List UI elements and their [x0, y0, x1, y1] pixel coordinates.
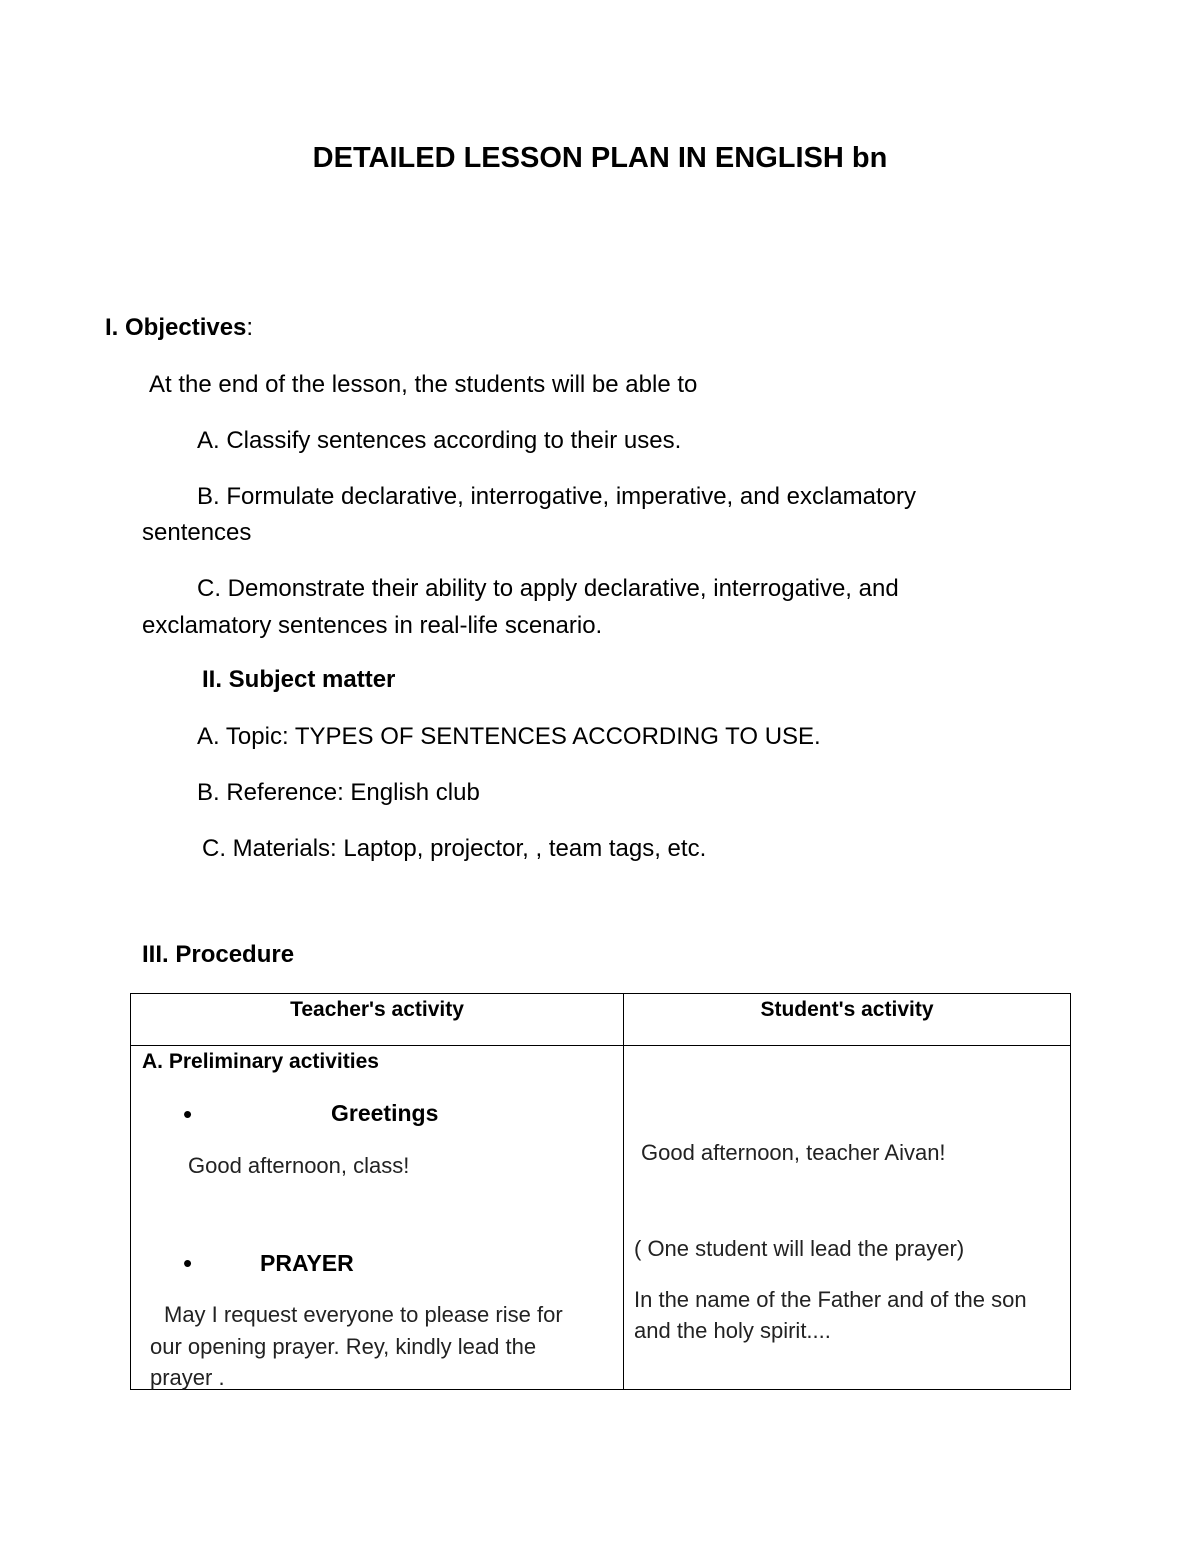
objectives-heading-line	[105, 314, 253, 342]
procedure-table	[130, 993, 1071, 1390]
prayer-heading: PRAYER	[260, 1250, 354, 1276]
student-column-label: Student's activity	[760, 998, 934, 1021]
objective-b-continued: sentences	[142, 519, 252, 546]
teacher-prayer-line-1: May I request everyone to please rise for	[164, 1302, 563, 1327]
teacher-activity-cell	[131, 1046, 624, 1390]
student-greeting-reply: Good afternoon, teacher Aivan!	[641, 1140, 946, 1165]
objective-b: B. Formulate declarative, interrogative, imperative, and exclamatory	[197, 483, 916, 510]
teacher-column-header	[131, 994, 624, 1046]
procedure-heading: III. Procedure	[142, 941, 295, 968]
subject-reference: B. Reference: English club	[197, 779, 480, 806]
procedure-table-header-row	[131, 994, 1071, 1046]
subject-matter-heading: II. Subject matter	[202, 666, 396, 693]
teacher-prayer-line-3: prayer .	[150, 1365, 225, 1390]
subject-materials: C. Materials: Laptop, projector, , team tags, etc.	[202, 835, 707, 862]
objective-c: C. Demonstrate their ability to apply declarative, interrogative, and	[197, 575, 899, 602]
objective-a: A. Classify sentences according to their uses.	[197, 427, 682, 454]
objectives-intro: At the end of the lesson, the students will be able to	[149, 371, 698, 398]
document-title: DETAILED LESSON PLAN IN ENGLISH bn	[312, 142, 888, 174]
greetings-heading: Greetings	[331, 1100, 439, 1126]
student-column-header	[624, 994, 1071, 1046]
student-prayer-note: ( One student will lead the prayer)	[634, 1236, 965, 1261]
objectives-heading-colon: :	[246, 314, 254, 341]
teacher-prayer-line-2: our opening prayer. Rey, kindly lead the	[150, 1334, 537, 1359]
objective-c-continued: exclamatory sentences in real-life scenario.	[142, 612, 603, 639]
preliminary-activities-label: A. Preliminary activities	[142, 1050, 379, 1073]
procedure-table-row	[131, 1046, 1071, 1390]
bullet-icon: •	[183, 1248, 193, 1278]
student-prayer-line-1: In the name of the Father and of the son	[634, 1287, 1027, 1312]
objectives-heading: I. Objectives	[105, 314, 247, 341]
teacher-column-label: Teacher's activity	[290, 998, 464, 1021]
subject-topic: A. Topic: TYPES OF SENTENCES ACCORDING TO USE.	[197, 723, 821, 750]
student-activity-cell	[624, 1046, 1071, 1390]
student-prayer-line-2: and the holy spirit....	[634, 1318, 831, 1343]
bullet-icon: •	[183, 1099, 193, 1129]
teacher-greeting-text: Good afternoon, class!	[188, 1153, 410, 1178]
